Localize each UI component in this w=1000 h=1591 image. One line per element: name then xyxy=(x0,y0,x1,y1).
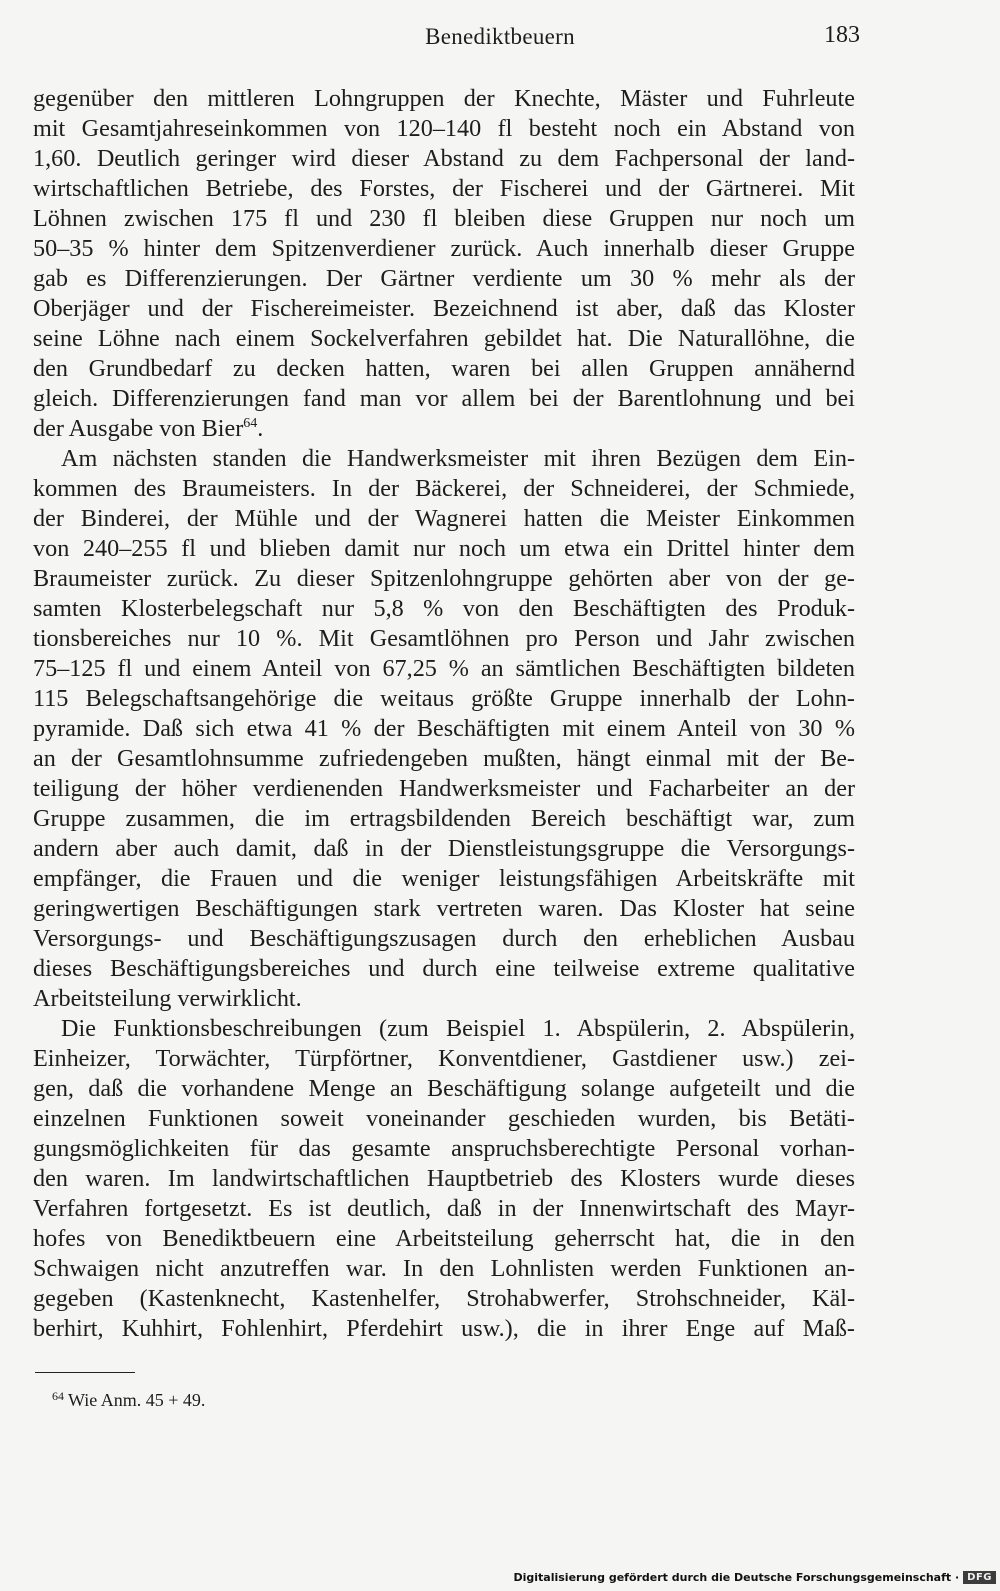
text-line: gen, daß die vorhandene Menge an Beschäftigung solange aufgeteilt und die xyxy=(33,1075,855,1102)
footnote-marker: 64 xyxy=(52,1389,64,1403)
text-line: geringwertigen Beschäftigungen stark vertreten waren. Das Kloster hat seine xyxy=(33,895,855,922)
text-line: berhirt, Kuhhirt, Fohlenhirt, Pferdehirt usw.), die in ihrer Enge auf Maß- xyxy=(33,1315,855,1342)
text-line: den Grundbedarf zu decken hatten, waren bei allen Gruppen annähernd xyxy=(33,355,855,382)
text-line: seine Löhne nach einem Sockelverfahren gebildet hat. Die Naturallöhne, die xyxy=(33,325,855,352)
text-line: 115 Belegschaftsangehörige die weitaus größte Gruppe innerhalb der Lohn- xyxy=(33,685,855,712)
text-line: dieses Beschäftigungsbereiches und durch eine teilweise extreme qualitative xyxy=(33,955,855,982)
text-line: der Binderei, der Mühle und der Wagnerei hatten die Meister Einkommen xyxy=(33,505,855,532)
text-line: wirtschaftlichen Betriebe, des Forstes, der Fischerei und der Gärtnerei. Mit xyxy=(33,175,855,202)
dfg-logo: DFG xyxy=(963,1571,996,1584)
text-line: einzelnen Funktionen soweit voneinander geschieden wurden, bis Betäti- xyxy=(33,1105,855,1132)
text-line: Schwaigen nicht anzutreffen war. In den Lohnlisten werden Funktionen an- xyxy=(33,1255,855,1282)
text-line: 1,60. Deutlich geringer wird dieser Abstand zu dem Fachpersonal der land- xyxy=(33,145,855,172)
text-line: pyramide. Daß sich etwa 41 % der Beschäftigten mit einem Anteil von 30 % xyxy=(33,715,855,742)
text-line: gegenüber den mittleren Lohngruppen der Knechte, Mäster und Fuhrleute xyxy=(33,85,855,112)
text-line: von 240–255 fl und blieben damit nur noch um etwa ein Drittel hinter dem xyxy=(33,535,855,562)
text-line: 50–35 % hinter dem Spitzenverdiener zurück. Auch innerhalb dieser Gruppe xyxy=(33,235,855,262)
text-line: andern aber auch damit, daß in der Dienstleistungsgruppe die Versorgungs- xyxy=(33,835,855,862)
text-line: gleich. Differenzierungen fand man vor allem bei der Barentlohnung und bei xyxy=(33,385,855,412)
text-line-with-footnote xyxy=(33,414,855,444)
footnote-divider xyxy=(35,1372,135,1373)
text-line: Einheizer, Torwächter, Türpförtner, Konventdiener, Gastdiener usw.) zei- xyxy=(33,1045,855,1072)
text-line: mit Gesamtjahreseinkommen von 120–140 fl besteht noch ein Abstand von xyxy=(33,115,855,142)
text-line: kommen des Braumeisters. In der Bäckerei, der Schneiderei, der Schmiede, xyxy=(33,475,855,502)
text-line: Verfahren fortgesetzt. Es ist deutlich, daß in der Innenwirtschaft des Mayr- xyxy=(33,1195,855,1222)
text-line: Die Funktionsbeschreibungen (zum Beispiel 1. Abspülerin, 2. Abspülerin, xyxy=(61,1015,855,1042)
text-line: den waren. Im landwirtschaftlichen Hauptbetrieb des Klosters wurde dieses xyxy=(33,1165,855,1192)
text-line: hofes von Benediktbeuern eine Arbeitsteilung geherrscht hat, die in den xyxy=(33,1225,855,1252)
text-line: Am nächsten standen die Handwerksmeister mit ihren Bezügen dem Ein- xyxy=(61,445,855,472)
body-text xyxy=(33,84,855,1344)
text-line: Gruppe zusammen, die im ertragsbildenden Bereich beschäftigt war, zum xyxy=(33,805,855,832)
text-line: teiligung der höher verdienenden Handwerksmeister und Facharbeiter an der xyxy=(33,775,855,802)
text-line: Versorgungs- und Beschäftigungszusagen durch den erheblichen Ausbau xyxy=(33,925,855,952)
text-line: Braumeister zurück. Zu dieser Spitzenlohngruppe gehörten aber von der ge- xyxy=(33,565,855,592)
footnote-reference[interactable]: 64 xyxy=(243,416,258,431)
text-line: 75–125 fl und einem Anteil von 67,25 % an sämtlichen Beschäftigten bildeten xyxy=(33,655,855,682)
text-line: an der Gesamtlohnsumme zufriedengeben mußten, hängt einmal mit der Be- xyxy=(33,745,855,772)
text-line: gegeben (Kastenknecht, Kastenhelfer, Strohabwerfer, Strohschneider, Käl- xyxy=(33,1285,855,1312)
text-line: gungsmöglichkeiten für das gesamte anspruchsberechtigte Personal vorhan- xyxy=(33,1135,855,1162)
text-line: gab es Differenzierungen. Der Gärtner verdiente um 30 % mehr als der xyxy=(33,265,855,292)
text-line: tionsbereiches nur 10 %. Mit Gesamtlöhnen pro Person und Jahr zwischen xyxy=(33,625,855,652)
page-header xyxy=(0,18,1000,58)
text-line: Oberjäger und der Fischereimeister. Bezeichnend ist aber, daß das Kloster xyxy=(33,295,855,322)
text-line: Löhnen zwischen 175 fl und 230 fl bleiben diese Gruppen nur noch um xyxy=(33,205,855,232)
text-line: empfänger, die Frauen und die weniger leistungsfähigen Arbeitskräfte mit xyxy=(33,865,855,892)
footnote xyxy=(52,1382,205,1414)
text-line: samten Klosterbelegschaft nur 5,8 % von den Beschäftigten des Produk- xyxy=(33,595,855,622)
running-head: Benediktbeuern xyxy=(425,24,575,49)
text-line-content: der Ausgabe von Bier xyxy=(33,415,244,442)
footnote-text: Wie Anm. 45 + 49. xyxy=(68,1390,206,1410)
line-end-punctuation: . xyxy=(257,415,264,442)
page-number: 183 xyxy=(824,22,860,48)
digitization-credit xyxy=(513,1566,996,1588)
text-line: Arbeitsteilung verwirklicht. xyxy=(33,985,302,1012)
credit-text: Digitalisierung gefördert durch die Deutsche Forschungsgemeinschaft · xyxy=(513,1570,960,1584)
